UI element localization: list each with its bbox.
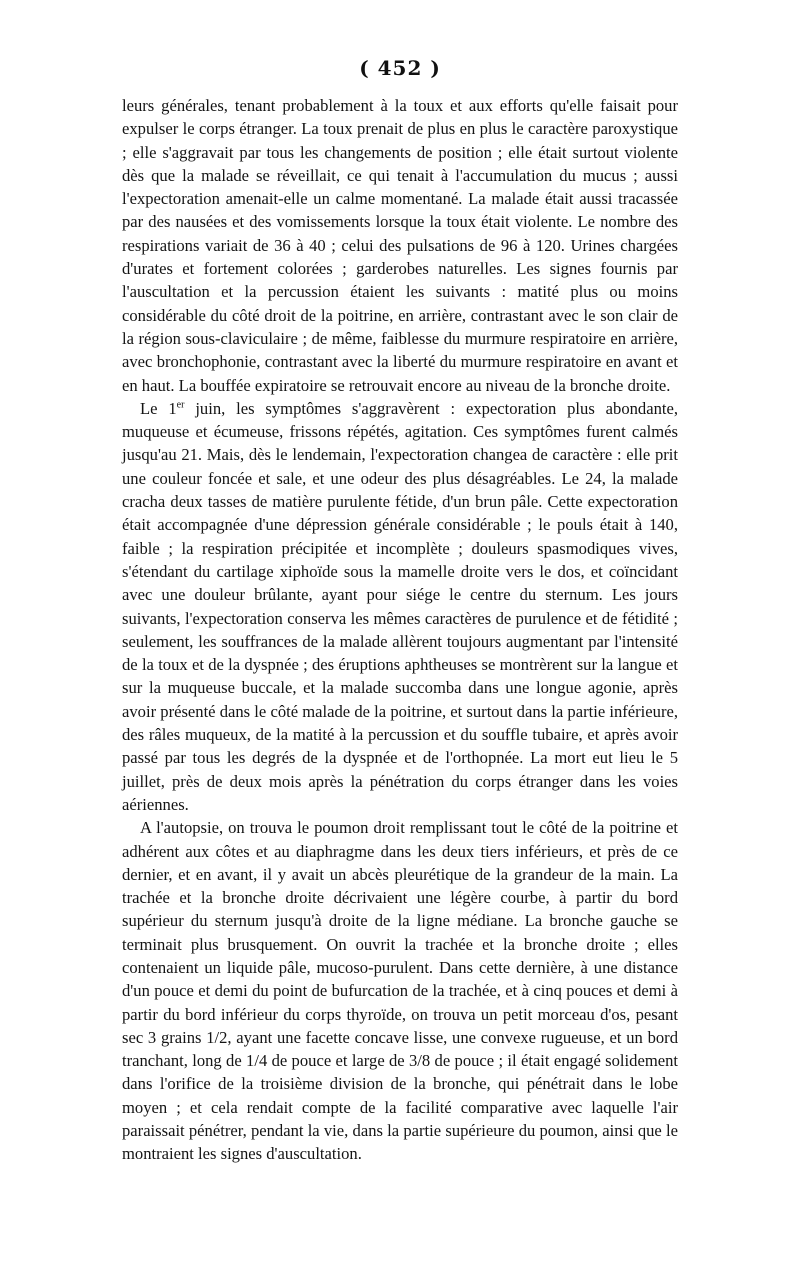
paragraph-2 (122, 397, 678, 816)
paragraph-1: leurs générales, tenant probablement à la toux et aux efforts qu'elle faisait pour expulser le corps étranger. La toux prenait de plus en plus le caractère paroxystique ; elle s'aggravait par tous les changements de position ; elle était surtout violente dès que la malade se réveillait, ce qui tenait à l'accumulation du mucus ; aussi l'expectoration amenait-elle un calme momentané. La malade était aussi tracassée par des nausées et des vomissements lorsque la toux était violente. Le nombre des respirations variait de 36 à 40 ; celui des pulsations de 96 à 120. Urines chargées d'urates et fortement colorées ; garderobes naturelles. Les signes fournis par l'auscultation et la percussion étaient les suivants : matité plus ou moins considérable du côté droit de la poitrine, en arrière, contrastant avec le son clair de la région sous-claviculaire ; de même, faiblesse du murmure respiratoire en arrière, avec bronchophonie, contrastant avec la liberté du murmure respiratoire en avant et en haut. La bouffée expiratoire se retrouvait encore au niveau de la bronche droite. (122, 96, 678, 395)
paragraph-2-lead-sup: er (176, 399, 185, 411)
paragraph-2-body: juin, les symptômes s'aggravèrent : expectoration plus abondante, muqueuse et écumeuse, frissons répétés, agitation. Ces symptômes furent calmés jusqu'au 21. Mais, dès le lendemain, l'expectoration changea de caractère : elle prit une couleur foncée et sale, et une odeur des plus désagréables. Le 24, la malade cracha deux tasses de matière purulente fétide, d'un brun pâle. Cette expectoration était accompagnée d'une dépression générale considérable ; le pouls était à 140, faible ; la respiration précipitée et incomplète ; douleurs spasmodiques vives, s'étendant du cartilage xiphoïde sous la mamelle droite vers le dos, et coïncidant avec une douleur brûlante, ayant pour siége le centre du sternum. Les jours suivants, l'expectoration conserva les mêmes caractères de purulence et de fétidité ; seulement, les souffrances de la malade allèrent toujours augmentant par l'intensité de la toux et de la dyspnée ; des éruptions aphtheuses se montrèrent sur la langue et sur la muqueuse buccale, et la malade succomba dans une longue agonie, après avoir présenté dans le côté malade de la poitrine, et surtout dans la partie inférieure, des râles muqueux, de la matité à la percussion et du souffle tubaire, et après avoir passé par tous les degrés de la dyspnée et de l'orthopnée. La mort eut lieu le 5 juillet, près de deux mois après la pénétration du corps étranger dans les voies aériennes. (122, 398, 678, 814)
paragraph-3: A l'autopsie, on trouva le poumon droit remplissant tout le côté de la poitrine et adhérent aux côtes et au diaphragme dans les deux tiers inférieurs, et près de ce dernier, et en avant, il y avait un abcès pleurétique de la grandeur de la main. La trachée et la bronche droite décrivaient une légère courbe, à partir du bord supérieur du sternum jusqu'à droite de la ligne médiane. La bronche gauche se terminait plus brusquement. On ouvrit la trachée et la bronche droite ; elles contenaient un liquide pâle, mucoso-purulent. Dans cette dernière, à une distance d'un pouce et demi du point de bufurcation de la trachée, et à cinq pouces et demi à partir du bord inférieur du corps thyroïde, on trouva un petit morceau d'os, pesant sec 3 grains 1/2, ayant une facette concave lisse, une convexe rugueuse, et un bord tranchant, long de 1/4 de pouce et large de 3/8 de pouce ; il était engagé solidement dans l'orifice de la troisième division de la bronche, qui pénétrait dans le lobe moyen ; et cela rendait compte de la facilité comparative avec laquelle l'air paraissait pénétrer, pendant la vie, dans la partie supérieure du poumon, ainsi que le montraient les signes d'auscultation. (122, 818, 678, 1164)
paragraph-2-lead: Le 1 (140, 398, 177, 418)
body-text (122, 94, 678, 1166)
page-number: ( 452 ) (359, 56, 441, 80)
